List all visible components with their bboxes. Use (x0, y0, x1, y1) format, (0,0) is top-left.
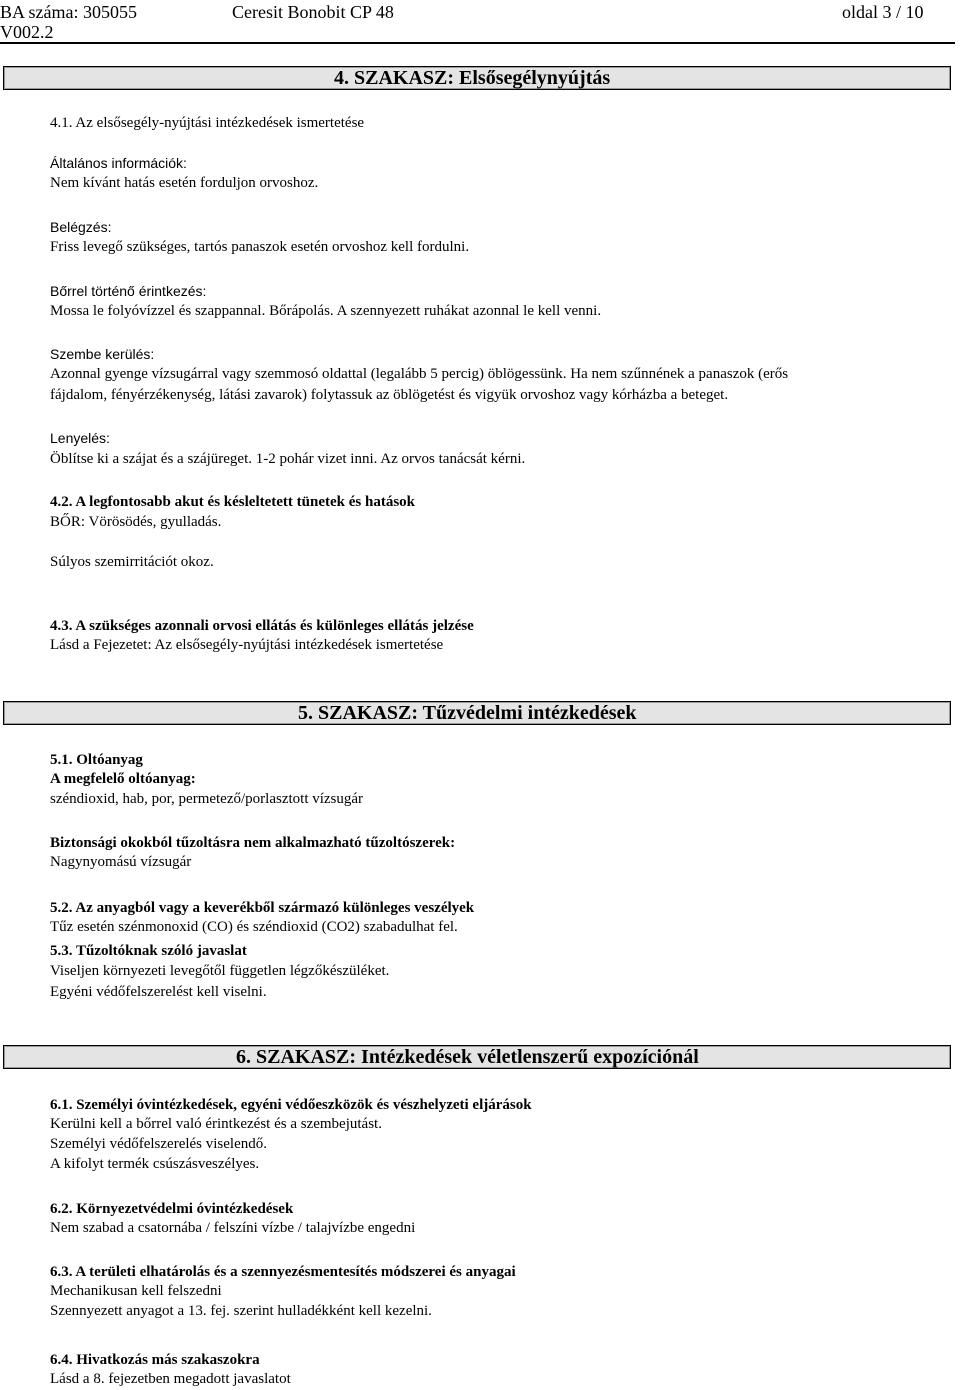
subsection-5-1-text-2: Nagynyomású vízsugár (50, 854, 192, 870)
section-4-heading: 4. SZAKASZ: Elsősegélynyújtás (334, 67, 611, 89)
section-6-heading-band (3, 1045, 951, 1069)
subsection-5-1-title: 5.1. Oltóanyag (50, 752, 143, 768)
header-divider (0, 42, 955, 44)
document-version: V002.2 (0, 22, 54, 42)
page-header (0, 0, 960, 44)
subsection-5-1-text: széndioxid, hab, por, permetező/porlasztott vízsugár (50, 791, 364, 807)
subsection-6-1-text-3: A kifolyt termék csúszásveszélyes. (50, 1156, 260, 1172)
subsection-5-3-text: Viseljen környezeti levegőtől független légzőkészüléket. (50, 963, 390, 979)
general-info-label: Általános információk: (50, 155, 187, 171)
subsection-6-3-text: Mechanikusan kell felszedni (50, 1283, 222, 1299)
section-5-heading-band (3, 701, 951, 725)
subsection-6-4-title: 6.4. Hivatkozás más szakaszokra (50, 1352, 260, 1368)
eye-contact-text-line-1: Azonnal gyenge vízsugárral vagy szemmosó oldattal (legalább 5 percig) öblögessünk. Ha nem szűnnének a panaszok (erős (50, 366, 789, 382)
section-4-heading-band (3, 66, 951, 90)
subsection-6-4-text: Lásd a 8. fejezetben megadott javaslatot (50, 1371, 291, 1387)
subsection-4-2-title: 4.2. A legfontosabb akut és késleltetett tünetek és hatások (50, 494, 416, 510)
eye-contact-label: Szembe kerülés: (50, 346, 155, 362)
subsection-6-3-title: 6.3. A területi elhatárolás és a szennyezésmentesítés módszerei és anyagai (50, 1264, 516, 1280)
subsection-5-3-title: 5.3. Tűzoltóknak szóló javaslat (50, 943, 247, 959)
section-5-heading: 5. SZAKASZ: Tűzvédelmi intézkedések (298, 702, 637, 724)
skin-contact-text: Mossa le folyóvízzel és szappannal. Bőrápolás. A szennyezett ruhákat azonnal le kell venni. (50, 303, 602, 319)
subsection-6-1-title: 6.1. Személyi óvintézkedések, egyéni védőeszközök és vészhelyzeti eljárások (50, 1097, 532, 1113)
subsection-6-2-text: Nem szabad a csatornába / felszíni vízbe / talajvízbe engedni (50, 1220, 416, 1236)
ingestion-text: Öblítse ki a szájat és a szájüreget. 1-2 pohár vizet inni. Az orvos tanácsát kérni. (50, 451, 526, 467)
inhalation-label: Belégzés: (50, 219, 112, 235)
general-info-text: Nem kívánt hatás esetén forduljon orvoshoz. (50, 175, 319, 191)
subsection-4-2-text-2: Súlyos szemirritációt okoz. (50, 554, 214, 570)
subsection-6-3-text-2: Szennyezett anyagot a 13. fej. szerint hulladékként kell kezelni. (50, 1303, 432, 1319)
eye-contact-text-line-2: fájdalom, fényérzékenység, látási zavarok) folytassuk az öblögetést és vigyük orvoshoz vagy kórházba a beteget. (50, 387, 729, 403)
skin-contact-label: Bőrrel történő érintkezés: (50, 283, 207, 299)
subsection-5-1-subtitle: A megfelelő oltóanyag: (50, 771, 196, 787)
subsection-5-2-title: 5.2. Az anyagból vagy a keverékből származó különleges veszélyek (50, 900, 475, 916)
page-number: oldal 3 / 10 (842, 2, 924, 22)
subsection-5-3-text-2: Egyéni védőfelszerelést kell viselni. (50, 984, 267, 1000)
subsection-5-2-text: Tűz esetén szénmonoxid (CO) és széndioxid (CO2) szabadulhat fel. (50, 919, 458, 935)
subsection-4-2-text: BŐR: Vörösödés, gyulladás. (50, 514, 222, 530)
subsection-4-3-text: Lásd a Fejezetet: Az elsősegély-nyújtási intézkedések ismertetése (50, 637, 444, 653)
ingestion-label: Lenyelés: (50, 430, 110, 446)
inhalation-text: Friss levegő szükséges, tartós panaszok esetén orvoshoz kell fordulni. (50, 239, 470, 255)
subsection-6-1-text: Kerülni kell a bőrrel való érintkezést és a szembejutást. (50, 1116, 382, 1132)
subsection-6-1-text-2: Személyi védőfelszerelés viselendő. (50, 1136, 268, 1152)
subsection-6-2-title: 6.2. Környezetvédelmi óvintézkedések (50, 1201, 294, 1217)
subsection-4-3-title: 4.3. A szükséges azonnali orvosi ellátás és különleges ellátás jelzése (50, 618, 474, 634)
subsection-5-1-subtitle-2: Biztonsági okokból tűzoltásra nem alkalmazható tűzoltószerek: (50, 835, 456, 851)
section-6-heading: 6. SZAKASZ: Intézkedések véletlenszerű expozíciónál (236, 1046, 699, 1068)
product-name: Ceresit Bonobit CP 48 (232, 2, 394, 22)
subsection-4-1-title: 4.1. Az elsősegély-nyújtási intézkedések ismertetése (50, 115, 365, 131)
document-number: BA száma: 305055 (0, 2, 137, 22)
